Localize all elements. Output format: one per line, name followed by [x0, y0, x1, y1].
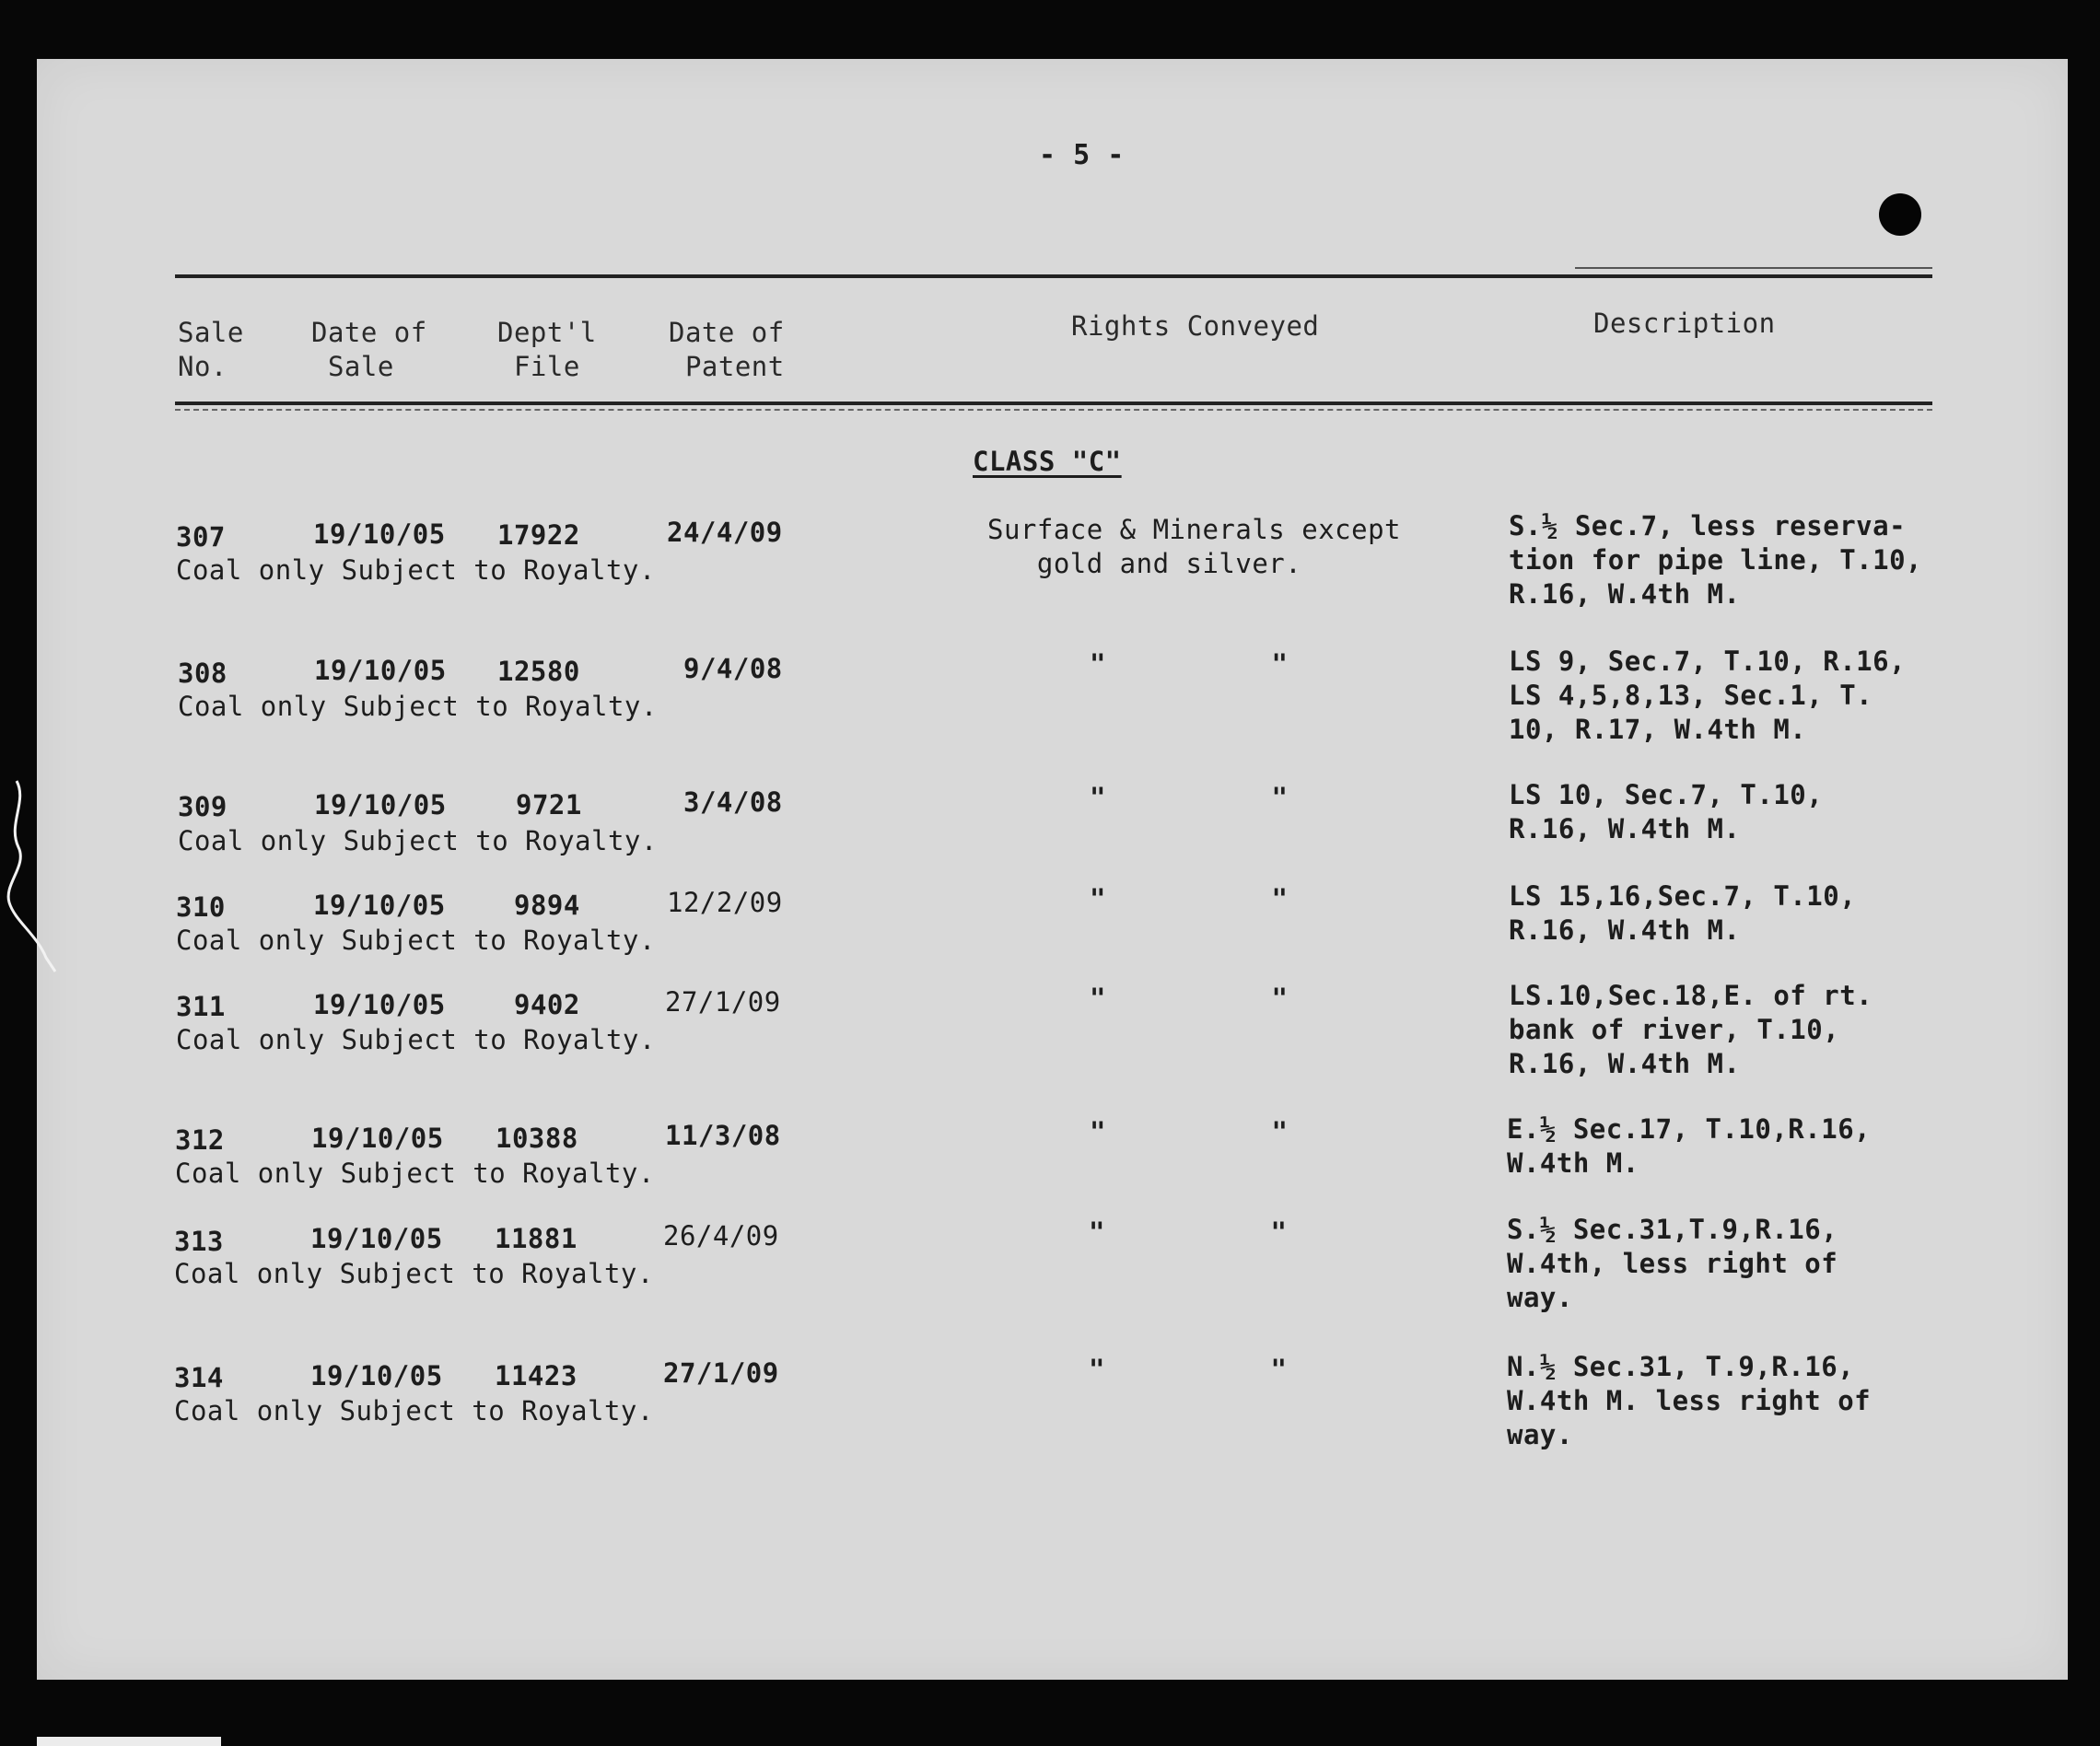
date-of-patent: 9/4/08 — [683, 653, 783, 684]
sale-no: 309 — [178, 791, 228, 822]
paper-edge — [37, 1737, 221, 1746]
rights-conveyed: " " — [1089, 1216, 1288, 1248]
header-description: Description — [1593, 308, 1776, 339]
thread-fiber — [0, 774, 64, 976]
sale-no: 311 — [176, 991, 226, 1022]
date-of-sale: 19/10/05 — [314, 655, 447, 686]
description: LS.10,Sec.18,E. of rt. bank of river, T.10, R.16, W.4th M. — [1509, 980, 1873, 1079]
row-note: Coal only Subject to Royalty. — [178, 691, 658, 722]
date-of-sale: 19/10/05 — [311, 1123, 444, 1154]
date-of-patent: 3/4/08 — [683, 786, 783, 818]
date-of-sale: 19/10/05 — [314, 789, 447, 821]
rights-conveyed: " " — [1089, 1354, 1288, 1385]
date-of-sale: 19/10/05 — [313, 989, 446, 1020]
dept-file: 9894 — [514, 890, 580, 921]
description: LS 15,16,Sec.7, T.10, R.16, W.4th M. — [1509, 880, 1857, 946]
description: LS 10, Sec.7, T.10, R.16, W.4th M. — [1509, 779, 1824, 844]
date-of-sale: 19/10/05 — [310, 1223, 443, 1254]
dept-file: 9402 — [514, 989, 580, 1020]
row-note: Coal only Subject to Royalty. — [178, 825, 658, 856]
header-rule-bottom-dashed — [175, 409, 1932, 411]
date-of-patent: 11/3/08 — [665, 1120, 781, 1151]
header-date-of-patent: Date of Patent — [669, 317, 785, 382]
header-rule-top-thin — [1575, 267, 1932, 269]
date-of-patent: 27/1/09 — [665, 986, 781, 1018]
rights-conveyed: Surface & Minerals except gold and silver. — [987, 514, 1401, 579]
rights-conveyed: " " — [1090, 883, 1289, 914]
sale-no: 308 — [178, 658, 228, 689]
date-of-patent: 12/2/09 — [667, 887, 783, 918]
row-note: Coal only Subject to Royalty. — [176, 554, 656, 586]
row-note: Coal only Subject to Royalty. — [175, 1158, 655, 1189]
rights-conveyed: " " — [1090, 648, 1289, 680]
dept-file: 11881 — [495, 1223, 578, 1254]
sale-no: 314 — [174, 1362, 224, 1393]
date-of-patent: 27/1/09 — [663, 1357, 779, 1389]
description: LS 9, Sec.7, T.10, R.16, LS 4,5,8,13, Sec.1, T. 10, R.17, W.4th M. — [1509, 646, 1907, 745]
dept-file: 10388 — [496, 1123, 578, 1154]
sale-no: 307 — [176, 521, 226, 553]
header-rights-conveyed: Rights Conveyed — [1071, 310, 1320, 342]
rights-conveyed: " " — [1090, 983, 1289, 1014]
page-number: - 5 - — [1039, 139, 1125, 171]
description: E.½ Sec.17, T.10,R.16, W.4th M. — [1507, 1113, 1872, 1179]
header-date-of-sale: Date of Sale — [311, 317, 427, 382]
dept-file: 12580 — [497, 656, 580, 687]
description: S.½ Sec.31,T.9,R.16, W.4th, less right of way. — [1507, 1214, 1838, 1313]
dept-file: 11423 — [495, 1360, 578, 1391]
punch-hole — [1879, 193, 1921, 236]
row-note: Coal only Subject to Royalty. — [174, 1395, 654, 1426]
header-rule-top — [175, 274, 1932, 278]
date-of-sale: 19/10/05 — [313, 890, 446, 921]
date-of-patent: 24/4/09 — [667, 517, 783, 548]
dept-file: 17922 — [497, 519, 580, 551]
description: S.½ Sec.7, less reserva- tion for pipe line, T.10, R.16, W.4th M. — [1509, 510, 1922, 610]
description: N.½ Sec.31, T.9,R.16, W.4th M. less right of way. — [1507, 1351, 1872, 1450]
header-sale-no: Sale No. — [178, 317, 244, 382]
row-note: Coal only Subject to Royalty. — [176, 1024, 656, 1055]
class-heading: CLASS "C" — [973, 446, 1122, 477]
row-note: Coal only Subject to Royalty. — [174, 1258, 654, 1289]
rights-conveyed: " " — [1090, 1116, 1289, 1147]
sale-no: 312 — [175, 1124, 225, 1156]
date-of-sale: 19/10/05 — [310, 1360, 443, 1391]
rights-conveyed: " " — [1090, 782, 1289, 813]
header-rule-bottom — [175, 402, 1932, 405]
dept-file: 9721 — [516, 789, 582, 821]
date-of-sale: 19/10/05 — [313, 518, 446, 550]
sale-no: 313 — [174, 1226, 224, 1257]
row-note: Coal only Subject to Royalty. — [176, 925, 656, 956]
sale-no: 310 — [176, 891, 226, 923]
date-of-patent: 26/4/09 — [663, 1220, 779, 1251]
header-dept-file: Dept'l File — [497, 317, 597, 382]
